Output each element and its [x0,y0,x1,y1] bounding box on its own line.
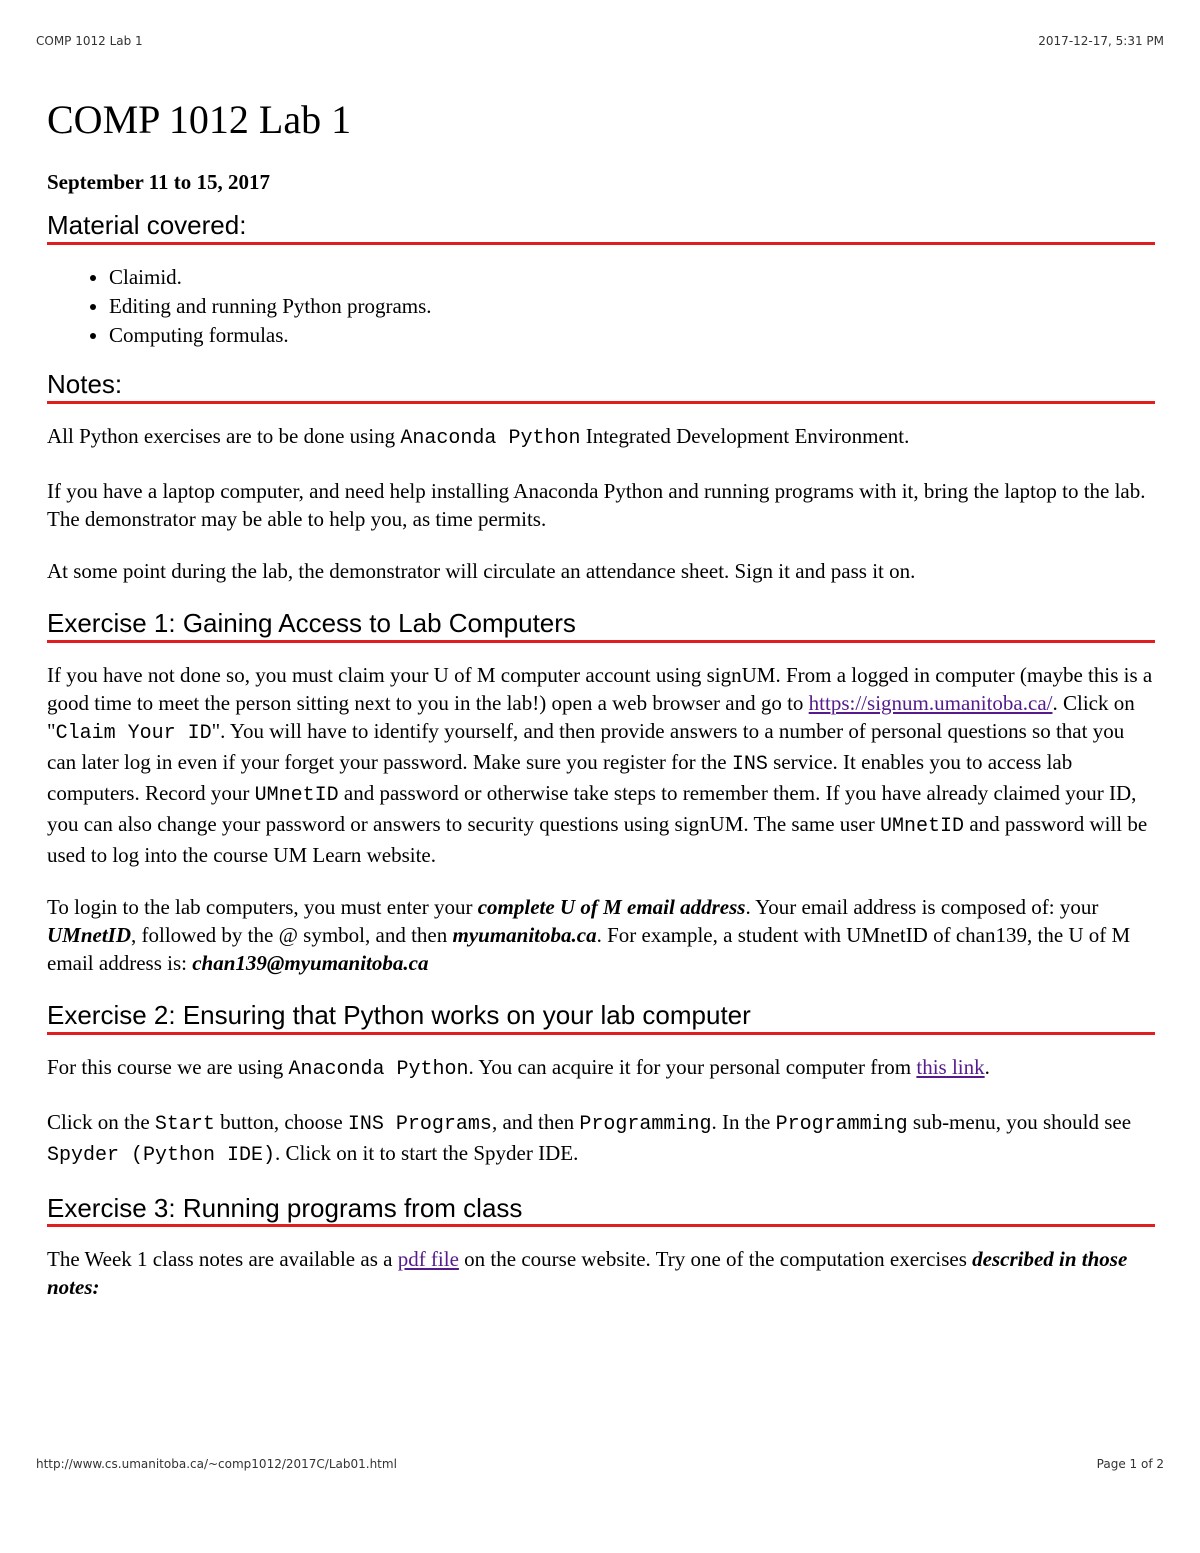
exercise-3-paragraph-1: The Week 1 class notes are available as a pdf file on the course website. Try one of the computation exercises described in those notes: [47,1247,1128,1300]
pdf-file-link[interactable]: pdf file [397,1247,459,1272]
print-footer-page-number: Page 1 of 2 [1096,1457,1164,1471]
lab-dates: September 11 to 15, 2017 [47,170,271,194]
anaconda-download-link[interactable]: this link [916,1054,985,1079]
exercise-3-heading: Exercise 3: Running programs from class [47,1194,1155,1228]
list-item: • Editing and running Python programs. [109,292,1155,321]
exercise-2-paragraph-1: For this course we are using Anaconda Python. You can acquire it for your personal computer from this link. [47,1054,990,1081]
signum-link[interactable]: https://signum.umanitoba.ca/ [808,690,1053,715]
print-header-timestamp: 2017-12-17, 5:31 PM [1038,34,1164,48]
material-heading: Material covered: [47,211,1155,245]
exercise-2-heading: Exercise 2: Ensuring that Python works on your lab computer [47,1001,1155,1035]
list-item: • Claimid. [109,263,1155,292]
notes-paragraph-3: At some point during the lab, the demonstrator will circulate an attendance sheet. Sign it and pass it on. [47,558,916,583]
print-header-title: COMP 1012 Lab 1 [36,34,143,48]
exercise-2-paragraph-2: Click on the Start button, choose INS Programs, and then Programming. In the Programming sub-menu, you should see Spyder (Python IDE). Click on it to start the Spyder IDE. [47,1109,1132,1167]
notes-heading: Notes: [47,370,1155,404]
document-body [47,98,1155,1325]
exercise-1-paragraph-2: To login to the lab computers, you must enter your complete U of M email address. Your email address is composed of: your UMnetID, followed by the @ symbol, and then myumanitoba.ca. For example, a student with UMnetID of chan139, the U of M email address is: chan139@myumanitoba.ca [47,894,1131,975]
print-footer-url: http://www.cs.umanitoba.ca/~comp1012/2017C/Lab01.html [36,1457,397,1471]
list-item: • Computing formulas. [109,321,1155,350]
notes-paragraph-1: All Python exercises are to be done using Anaconda Python Integrated Development Environment. [47,423,910,450]
exercise-1-heading: Exercise 1: Gaining Access to Lab Computers [47,609,1155,643]
exercise-1-paragraph-1: If you have not done so, you must claim your U of M computer account using signUM. From a logged in computer (maybe this is a good time to meet the person sitting next to you in the lab!) open a web browser and go to https://signum.umanitoba.ca/. Click on "Claim Your ID". You will have to identify yourself, and then provide answers to a number of personal questions so that you can later log in even if your forget your password. Make sure you register for the INS service. It enables you to access lab computers. Record your UMnetID and password or otherwise take steps to remember them. If you have already claimed your ID, you can also change your password or answers to security questions using signUM. The same user UMnetID and password will be used to log into the course UM Learn website. [47,662,1153,867]
page-title: COMP 1012 Lab 1 [47,97,352,142]
material-list [47,263,1155,350]
notes-paragraph-2: If you have a laptop computer, and need help installing Anaconda Python and running programs with it, bring the laptop to the lab. The demonstrator may be able to help you, as time permits. [47,478,1146,531]
